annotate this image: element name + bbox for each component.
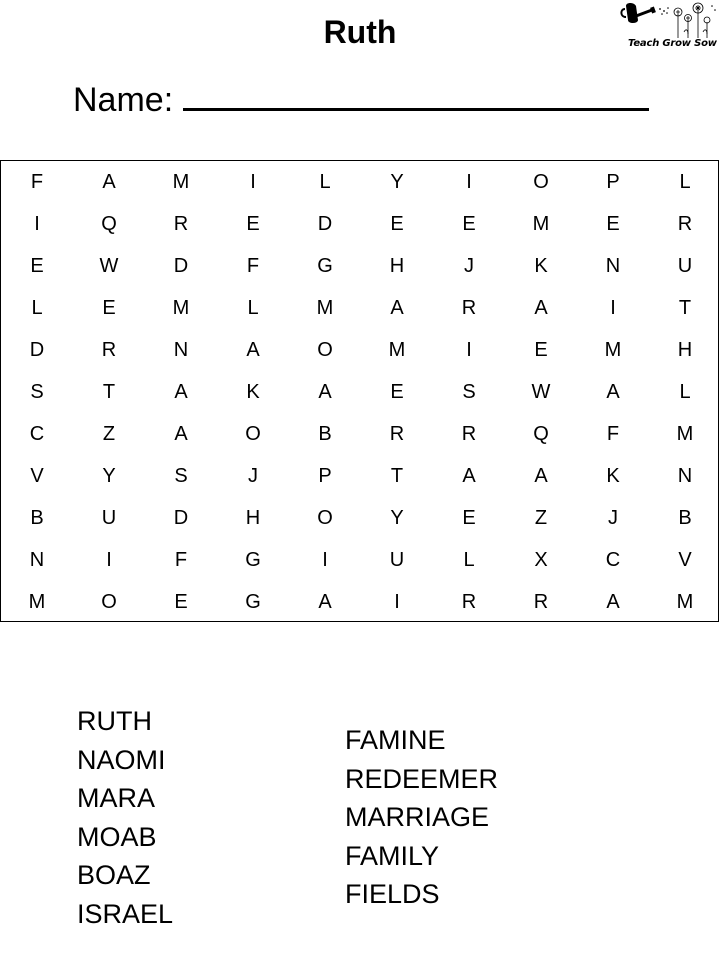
grid-letter[interactable]: H (245, 507, 261, 529)
grid-letter[interactable]: K (534, 255, 548, 277)
grid-letter[interactable]: G (245, 591, 261, 613)
grid-letter[interactable]: S (462, 381, 476, 403)
word-list-item: FAMINE (345, 725, 446, 755)
teach-grow-sow-logo (618, 0, 720, 56)
grid-letter[interactable]: Q (101, 213, 117, 235)
grid-letter[interactable]: Z (102, 423, 116, 445)
grid-letter[interactable]: K (606, 465, 620, 487)
grid-letter[interactable]: X (534, 549, 548, 571)
grid-letter[interactable]: I (250, 171, 256, 193)
grid-row (1, 161, 718, 203)
word-list-item: REDEEMER (345, 763, 499, 794)
grid-letter[interactable]: B (30, 507, 44, 529)
grid-letter[interactable]: O (101, 591, 117, 613)
grid-letter[interactable]: U (101, 507, 117, 529)
grid-letter[interactable]: I (610, 297, 616, 319)
grid-letter[interactable]: N (605, 255, 621, 277)
grid-letter[interactable]: E (390, 213, 404, 235)
grid-letter[interactable]: R (461, 297, 477, 319)
grid-letter[interactable]: J (248, 465, 258, 487)
grid-letter[interactable]: W (531, 381, 551, 403)
grid-letter[interactable]: E (462, 213, 476, 235)
grid-letter[interactable]: W (99, 255, 119, 277)
grid-letter[interactable]: H (389, 255, 405, 277)
word-list-item: MOAB (77, 821, 157, 852)
grid-letter[interactable]: Y (390, 507, 404, 529)
grid-letter[interactable]: R (173, 213, 189, 235)
grid-letter[interactable]: D (173, 255, 189, 277)
word-list-item: BOAZ (77, 860, 151, 890)
grid-letter[interactable]: N (29, 549, 45, 571)
grid-letter[interactable]: F (30, 171, 44, 193)
watering-can-dandelion-icon (618, 0, 720, 40)
grid-letter[interactable]: M (172, 171, 190, 193)
grid-letter[interactable]: L (319, 171, 331, 193)
grid-letter[interactable]: A (174, 381, 188, 403)
grid-letter[interactable]: I (34, 213, 40, 235)
grid-letter[interactable]: C (605, 549, 621, 571)
grid-letter[interactable]: I (466, 171, 472, 193)
grid-letter[interactable]: P (318, 465, 332, 487)
grid-letter[interactable]: T (678, 297, 692, 319)
word-list-item: RUTH (77, 706, 152, 736)
grid-letter[interactable]: O (317, 507, 333, 529)
grid-letter[interactable]: I (394, 591, 400, 613)
grid-letter[interactable]: J (608, 507, 618, 529)
grid-letter[interactable]: L (679, 171, 691, 193)
grid-letter[interactable]: V (678, 549, 692, 571)
grid-letter[interactable]: B (318, 423, 332, 445)
name-field-row (73, 78, 649, 122)
grid-letter[interactable]: I (106, 549, 112, 571)
grid-letter[interactable]: E (462, 507, 476, 529)
grid-letter[interactable]: I (322, 549, 328, 571)
grid-letter[interactable]: E (174, 591, 188, 613)
grid-letter[interactable]: R (461, 423, 477, 445)
word-search-grid (0, 160, 719, 622)
grid-letter[interactable]: D (173, 507, 189, 529)
grid-letter[interactable]: M (28, 591, 46, 613)
grid-letter[interactable]: A (390, 297, 404, 319)
grid-letter[interactable]: R (461, 591, 477, 613)
grid-letter[interactable]: A (318, 591, 332, 613)
grid-letter[interactable]: E (102, 297, 116, 319)
grid-letter[interactable]: L (463, 549, 475, 571)
word-list-item: ISRAEL (77, 898, 174, 929)
grid-letter[interactable]: G (317, 255, 333, 277)
grid-letter[interactable]: K (246, 381, 260, 403)
grid-letter[interactable]: A (534, 297, 548, 319)
word-list-item: FIELDS (345, 879, 440, 909)
grid-letter[interactable]: M (604, 339, 622, 361)
grid-letter[interactable]: P (606, 171, 620, 193)
grid-letter[interactable]: M (676, 423, 694, 445)
grid-row (1, 245, 718, 287)
word-list-item: MARA (77, 783, 156, 813)
grid-letter[interactable]: O (533, 171, 549, 193)
grid-letter[interactable]: T (390, 465, 404, 487)
word-list-item: FAMILY (345, 840, 440, 871)
grid-row (1, 329, 718, 371)
grid-letter[interactable]: F (246, 255, 260, 277)
grid-letter[interactable]: I (466, 339, 472, 361)
grid-letter[interactable]: R (389, 423, 405, 445)
grid-letter[interactable]: A (318, 381, 332, 403)
grid-letter[interactable]: N (677, 465, 693, 487)
word-list-left (77, 702, 173, 933)
grid-row (1, 413, 718, 455)
word-list-item: MARRIAGE (345, 802, 490, 832)
grid-letter[interactable]: R (533, 591, 549, 613)
grid-letter[interactable]: A (246, 339, 260, 361)
grid-letter[interactable]: U (389, 549, 405, 571)
grid-letter[interactable]: Z (534, 507, 548, 529)
grid-row (1, 203, 718, 245)
grid-letter[interactable]: O (317, 339, 333, 361)
grid-letter[interactable]: A (606, 591, 620, 613)
grid-letter[interactable]: M (388, 339, 406, 361)
grid-letter[interactable]: E (30, 255, 44, 277)
grid-letter[interactable]: F (606, 423, 620, 445)
grid-row (1, 287, 718, 329)
grid-letter[interactable]: Y (102, 465, 116, 487)
grid-letter[interactable]: O (245, 423, 261, 445)
grid-letter[interactable]: E (606, 213, 620, 235)
grid-row (1, 581, 718, 623)
grid-letter[interactable]: A (102, 171, 116, 193)
grid-letter[interactable]: R (677, 213, 693, 235)
grid-letter[interactable]: A (606, 381, 620, 403)
grid-letter[interactable]: V (30, 465, 44, 487)
grid-letter[interactable]: T (102, 381, 116, 403)
grid-letter[interactable]: A (174, 423, 188, 445)
grid-letter[interactable]: N (173, 339, 189, 361)
grid-letter[interactable]: D (317, 213, 333, 235)
grid-letter[interactable]: L (247, 297, 259, 319)
grid-letter[interactable]: M (172, 297, 190, 319)
grid-row (1, 539, 718, 581)
grid-letter[interactable]: M (532, 213, 550, 235)
word-list-item: NAOMI (77, 744, 166, 775)
grid-letter[interactable]: A (534, 465, 548, 487)
grid-letter[interactable]: Y (390, 171, 404, 193)
grid-letter[interactable]: G (245, 549, 261, 571)
grid-letter[interactable]: H (677, 339, 693, 361)
grid-row (1, 497, 718, 539)
page-title: Ruth (323, 14, 397, 50)
word-list-right (345, 721, 498, 914)
grid-letter[interactable]: E (246, 213, 260, 235)
grid-letter[interactable]: R (101, 339, 117, 361)
grid-letter[interactable]: F (174, 549, 188, 571)
grid-letter[interactable]: E (534, 339, 548, 361)
grid-letter[interactable]: Q (533, 423, 549, 445)
grid-row (1, 371, 718, 413)
name-blank-line[interactable] (183, 78, 649, 111)
grid-letter[interactable]: M (676, 591, 694, 613)
grid-letter[interactable]: S (174, 465, 188, 487)
grid-letter[interactable]: A (462, 465, 476, 487)
grid-letter[interactable]: D (29, 339, 45, 361)
grid-letter[interactable]: S (30, 381, 44, 403)
grid-letter[interactable]: U (677, 255, 693, 277)
grid-row (1, 455, 718, 497)
name-label: Name: (73, 81, 174, 119)
grid-letter[interactable]: J (464, 255, 474, 277)
grid-letter[interactable]: E (390, 381, 404, 403)
grid-letter[interactable]: L (679, 381, 691, 403)
grid-letter[interactable]: C (29, 423, 45, 445)
grid-letter[interactable]: L (31, 297, 43, 319)
logo-text: Teach Grow Sow (628, 38, 717, 49)
grid-letter[interactable]: B (678, 507, 692, 529)
grid-letter[interactable]: M (316, 297, 334, 319)
